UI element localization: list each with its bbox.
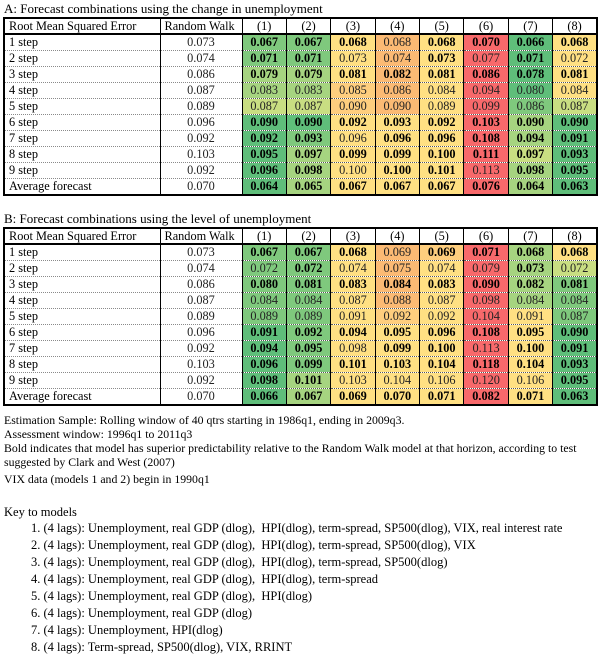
rmse-cell: 0.103 <box>375 357 419 373</box>
rmse-cell: 0.092 <box>242 131 286 147</box>
model-column-header: (8) <box>553 228 597 244</box>
rmse-cell: 0.100 <box>508 341 552 357</box>
key-item-6: 6. (4 lags): Unemployment, real GDP (dlog) <box>31 606 253 620</box>
rmse-cell: 0.090 <box>375 99 419 115</box>
rmse-cell: 0.071 <box>242 51 286 67</box>
key-item-5: 5. (4 lags): Unemployment, real GDP (dlog), HPI(dlog) <box>31 589 313 603</box>
rmse-cell: 0.094 <box>464 83 508 99</box>
row-label: 7 step <box>4 341 160 357</box>
rmse-cell: 0.084 <box>553 83 597 99</box>
row-label: 2 step <box>4 261 160 277</box>
row-label: 3 step <box>4 67 160 83</box>
rmse-cell: 0.064 <box>242 179 286 196</box>
rmse-cell: 0.104 <box>508 357 552 373</box>
random-walk-value: 0.074 <box>160 51 242 67</box>
random-walk-value: 0.089 <box>160 309 242 325</box>
notes <box>4 413 598 486</box>
row-label: 5 step <box>4 99 160 115</box>
rmse-cell: 0.101 <box>420 163 464 179</box>
table-row <box>4 34 597 51</box>
row-label: 2 step <box>4 51 160 67</box>
rmse-cell: 0.067 <box>286 244 330 261</box>
rmse-cell: 0.099 <box>375 341 419 357</box>
random-walk-value: 0.086 <box>160 277 242 293</box>
rmse-cell: 0.099 <box>464 99 508 115</box>
rmse-cell: 0.085 <box>331 83 375 99</box>
rmse-cell: 0.072 <box>286 261 330 277</box>
table-a <box>3 17 598 196</box>
model-column-header: (4) <box>375 18 419 34</box>
rmse-cell: 0.072 <box>553 261 597 277</box>
table-row <box>4 163 597 179</box>
rmse-cell: 0.071 <box>464 244 508 261</box>
random-walk-value: 0.092 <box>160 341 242 357</box>
random-walk-header: Random Walk <box>160 18 242 34</box>
table-row <box>4 277 597 293</box>
table-row <box>4 309 597 325</box>
rmse-cell: 0.092 <box>420 115 464 131</box>
rmse-cell: 0.094 <box>508 131 552 147</box>
rmse-cell: 0.081 <box>286 277 330 293</box>
row-label: 4 step <box>4 293 160 309</box>
rmse-cell: 0.097 <box>508 147 552 163</box>
rmse-cell: 0.067 <box>375 179 419 196</box>
random-walk-value: 0.096 <box>160 115 242 131</box>
rmse-cell: 0.066 <box>508 34 552 51</box>
table-row <box>4 51 597 67</box>
rmse-cell: 0.098 <box>242 373 286 389</box>
random-walk-value: 0.086 <box>160 67 242 83</box>
model-column-header: (1) <box>242 18 286 34</box>
random-walk-value: 0.092 <box>160 373 242 389</box>
rmse-cell: 0.092 <box>420 309 464 325</box>
rmse-cell: 0.081 <box>553 277 597 293</box>
model-column-header: (5) <box>420 18 464 34</box>
rmse-cell: 0.067 <box>286 389 330 406</box>
rmse-cell: 0.071 <box>420 389 464 406</box>
rmse-cell: 0.090 <box>286 115 330 131</box>
rmse-cell: 0.072 <box>553 51 597 67</box>
row-label: 8 step <box>4 147 160 163</box>
rmse-cell: 0.081 <box>420 67 464 83</box>
rmse-cell: 0.088 <box>375 293 419 309</box>
model-column-header: (2) <box>286 228 330 244</box>
rmse-cell: 0.099 <box>375 147 419 163</box>
rmse-cell: 0.067 <box>242 34 286 51</box>
key-item-7: 7. (4 lags): Unemployment, HPI(dlog) <box>31 623 223 637</box>
rmse-cell: 0.084 <box>553 293 597 309</box>
rmse-cell: 0.068 <box>331 244 375 261</box>
row-label: 4 step <box>4 83 160 99</box>
random-walk-header: Random Walk <box>160 228 242 244</box>
rmse-cell: 0.080 <box>508 83 552 99</box>
rmse-cell: 0.074 <box>331 261 375 277</box>
random-walk-value: 0.073 <box>160 244 242 261</box>
table-b-title: B: Forecast combinations using the level of unemployment <box>4 211 312 226</box>
rmse-cell: 0.091 <box>242 325 286 341</box>
rmse-cell: 0.071 <box>508 51 552 67</box>
table-row <box>4 325 597 341</box>
rmse-cell: 0.089 <box>420 99 464 115</box>
rmse-cell: 0.095 <box>553 373 597 389</box>
rmse-cell: 0.093 <box>553 147 597 163</box>
rmse-cell: 0.090 <box>553 325 597 341</box>
rmse-cell: 0.063 <box>553 179 597 196</box>
rmse-cell: 0.084 <box>508 293 552 309</box>
rmse-cell: 0.082 <box>375 67 419 83</box>
rmse-cell: 0.077 <box>464 51 508 67</box>
rmse-cell: 0.081 <box>553 67 597 83</box>
rmse-cell: 0.091 <box>331 309 375 325</box>
table-row <box>4 115 597 131</box>
rmse-cell: 0.083 <box>420 277 464 293</box>
rmse-cell: 0.090 <box>464 277 508 293</box>
rmse-cell: 0.097 <box>286 147 330 163</box>
rmse-cell: 0.091 <box>553 341 597 357</box>
rmse-cell: 0.100 <box>420 147 464 163</box>
rmse-cell: 0.087 <box>553 99 597 115</box>
rmse-cell: 0.067 <box>331 179 375 196</box>
rmse-cell: 0.093 <box>375 115 419 131</box>
table-row <box>4 341 597 357</box>
rmse-header: Root Mean Squared Error <box>4 18 160 34</box>
rmse-cell: 0.096 <box>242 357 286 373</box>
random-walk-value: 0.089 <box>160 99 242 115</box>
rmse-cell: 0.096 <box>420 325 464 341</box>
rmse-cell: 0.103 <box>464 115 508 131</box>
rmse-cell: 0.074 <box>420 261 464 277</box>
rmse-cell: 0.084 <box>420 83 464 99</box>
rmse-cell: 0.065 <box>286 179 330 196</box>
rmse-cell: 0.094 <box>331 325 375 341</box>
table-row <box>4 83 597 99</box>
row-label: 9 step <box>4 373 160 389</box>
rmse-cell: 0.095 <box>375 325 419 341</box>
random-walk-value: 0.087 <box>160 293 242 309</box>
rmse-cell: 0.108 <box>464 131 508 147</box>
rmse-cell: 0.068 <box>553 244 597 261</box>
key-item-4: 4. (4 lags): Unemployment, real GDP (dlog), HPI(dlog), term-spread <box>31 572 379 586</box>
rmse-cell: 0.070 <box>375 389 419 406</box>
rmse-cell: 0.087 <box>420 293 464 309</box>
rmse-cell: 0.074 <box>375 51 419 67</box>
model-column-header: (3) <box>331 18 375 34</box>
rmse-cell: 0.087 <box>553 309 597 325</box>
rmse-cell: 0.104 <box>375 373 419 389</box>
rmse-cell: 0.096 <box>331 131 375 147</box>
rmse-cell: 0.098 <box>508 163 552 179</box>
rmse-cell: 0.067 <box>286 34 330 51</box>
rmse-cell: 0.096 <box>242 163 286 179</box>
rmse-cell: 0.086 <box>375 83 419 99</box>
table-row <box>4 147 597 163</box>
rmse-cell: 0.075 <box>375 261 419 277</box>
model-column-header: (6) <box>464 18 508 34</box>
rmse-cell: 0.069 <box>420 244 464 261</box>
rmse-cell: 0.078 <box>508 67 552 83</box>
rmse-cell: 0.068 <box>331 34 375 51</box>
row-label: 9 step <box>4 163 160 179</box>
rmse-cell: 0.089 <box>286 309 330 325</box>
key-item-2: 2. (4 lags): Unemployment, real GDP (dlog), HPI(dlog), term-spread, SP500(dlog), VIX <box>31 538 476 552</box>
table-row <box>4 357 597 373</box>
rmse-cell: 0.111 <box>464 147 508 163</box>
table-row <box>4 389 597 406</box>
row-label: Average forecast <box>4 389 160 406</box>
model-column-header: (1) <box>242 228 286 244</box>
rmse-cell: 0.106 <box>508 373 552 389</box>
rmse-cell: 0.067 <box>242 244 286 261</box>
row-label: 1 step <box>4 244 160 261</box>
rmse-cell: 0.083 <box>286 83 330 99</box>
rmse-cell: 0.087 <box>286 99 330 115</box>
header-row <box>4 18 597 34</box>
rmse-cell: 0.095 <box>553 163 597 179</box>
note-vix-data: VIX data (models 1 and 2) begin in 1990q1 <box>4 472 210 486</box>
rmse-cell: 0.096 <box>420 131 464 147</box>
rmse-cell: 0.079 <box>286 67 330 83</box>
rmse-cell: 0.101 <box>286 373 330 389</box>
rmse-cell: 0.084 <box>375 277 419 293</box>
rmse-cell: 0.095 <box>242 147 286 163</box>
model-column-header: (8) <box>553 18 597 34</box>
rmse-cell: 0.092 <box>286 325 330 341</box>
rmse-cell: 0.082 <box>508 277 552 293</box>
random-walk-value: 0.103 <box>160 147 242 163</box>
rmse-cell: 0.086 <box>464 67 508 83</box>
rmse-cell: 0.072 <box>242 261 286 277</box>
rmse-cell: 0.090 <box>553 115 597 131</box>
model-column-header: (7) <box>508 228 552 244</box>
model-column-header: (5) <box>420 228 464 244</box>
random-walk-value: 0.092 <box>160 131 242 147</box>
rmse-cell: 0.084 <box>286 293 330 309</box>
row-label: 1 step <box>4 34 160 51</box>
rmse-cell: 0.090 <box>508 115 552 131</box>
random-walk-value: 0.096 <box>160 325 242 341</box>
rmse-cell: 0.064 <box>508 179 552 196</box>
model-column-header: (2) <box>286 18 330 34</box>
rmse-cell: 0.118 <box>464 357 508 373</box>
row-label: 7 step <box>4 131 160 147</box>
rmse-cell: 0.083 <box>242 83 286 99</box>
rmse-cell: 0.095 <box>508 325 552 341</box>
rmse-cell: 0.093 <box>553 357 597 373</box>
rmse-cell: 0.091 <box>553 131 597 147</box>
rmse-cell: 0.084 <box>242 293 286 309</box>
model-column-header: (6) <box>464 228 508 244</box>
table-b <box>3 227 598 406</box>
rmse-cell: 0.068 <box>375 34 419 51</box>
rmse-cell: 0.098 <box>331 341 375 357</box>
table-row <box>4 67 597 83</box>
rmse-cell: 0.071 <box>286 51 330 67</box>
rmse-cell: 0.066 <box>242 389 286 406</box>
random-walk-value: 0.103 <box>160 357 242 373</box>
rmse-cell: 0.090 <box>331 99 375 115</box>
rmse-cell: 0.092 <box>331 115 375 131</box>
table-row <box>4 261 597 277</box>
rmse-cell: 0.087 <box>331 293 375 309</box>
random-walk-value: 0.073 <box>160 34 242 51</box>
rmse-cell: 0.093 <box>286 131 330 147</box>
note-bold-meaning: Bold indicates that model has superior predictability relative to the Random Walk model at that horizon, according to test suggested by Clark and West (2007) <box>4 441 577 469</box>
key-item-1: 1. (4 lags): Unemployment, real GDP (dlog), HPI(dlog), term-spread, SP500(dlog), VIX, real interest rate <box>31 521 563 535</box>
rmse-cell: 0.079 <box>464 261 508 277</box>
rmse-cell: 0.069 <box>375 244 419 261</box>
rmse-cell: 0.091 <box>508 309 552 325</box>
rmse-cell: 0.089 <box>242 309 286 325</box>
note-estimation-sample: Estimation Sample: Rolling window of 40 qtrs starting in 1986q1, ending in 2009q3. <box>4 413 405 427</box>
rmse-cell: 0.079 <box>242 67 286 83</box>
row-label: Average forecast <box>4 179 160 196</box>
row-label: 3 step <box>4 277 160 293</box>
rmse-cell: 0.106 <box>420 373 464 389</box>
rmse-cell: 0.087 <box>242 99 286 115</box>
table-row <box>4 179 597 196</box>
rmse-cell: 0.073 <box>508 261 552 277</box>
header-row <box>4 228 597 244</box>
rmse-cell: 0.063 <box>553 389 597 406</box>
random-walk-value: 0.092 <box>160 163 242 179</box>
rmse-cell: 0.104 <box>464 309 508 325</box>
rmse-cell: 0.099 <box>286 357 330 373</box>
rmse-cell: 0.104 <box>420 357 464 373</box>
rmse-cell: 0.100 <box>331 163 375 179</box>
rmse-cell: 0.098 <box>286 163 330 179</box>
rmse-cell: 0.100 <box>375 163 419 179</box>
panel-a <box>3 2 598 196</box>
rmse-cell: 0.095 <box>286 341 330 357</box>
rmse-cell: 0.113 <box>464 163 508 179</box>
rmse-cell: 0.067 <box>420 179 464 196</box>
rmse-cell: 0.090 <box>242 115 286 131</box>
table-row <box>4 293 597 309</box>
rmse-cell: 0.069 <box>331 389 375 406</box>
model-column-header: (4) <box>375 228 419 244</box>
table-row <box>4 244 597 261</box>
note-assessment-window: Assessment window: 1996q1 to 2011q3 <box>4 427 193 441</box>
rmse-cell: 0.108 <box>464 325 508 341</box>
row-label: 8 step <box>4 357 160 373</box>
rmse-cell: 0.070 <box>464 34 508 51</box>
rmse-cell: 0.073 <box>420 51 464 67</box>
rmse-cell: 0.096 <box>375 131 419 147</box>
rmse-cell: 0.081 <box>331 67 375 83</box>
rmse-cell: 0.076 <box>464 179 508 196</box>
model-column-header: (7) <box>508 18 552 34</box>
random-walk-value: 0.070 <box>160 389 242 406</box>
row-label: 5 step <box>4 309 160 325</box>
rmse-cell: 0.068 <box>508 244 552 261</box>
table-a-title: A: Forecast combinations using the change in unemployment <box>4 1 323 16</box>
random-walk-value: 0.087 <box>160 83 242 99</box>
rmse-cell: 0.082 <box>464 389 508 406</box>
panel-b <box>3 212 598 406</box>
key-item-3: 3. (4 lags): Unemployment, real GDP (dlog), HPI(dlog), term-spread, SP500(dlog) <box>31 555 448 569</box>
rmse-header: Root Mean Squared Error <box>4 228 160 244</box>
rmse-cell: 0.103 <box>331 373 375 389</box>
row-label: 6 step <box>4 325 160 341</box>
model-column-header: (3) <box>331 228 375 244</box>
rmse-cell: 0.094 <box>242 341 286 357</box>
rmse-cell: 0.083 <box>331 277 375 293</box>
rmse-cell: 0.073 <box>331 51 375 67</box>
rmse-cell: 0.098 <box>464 293 508 309</box>
rmse-cell: 0.071 <box>508 389 552 406</box>
key-to-models <box>4 504 598 656</box>
random-walk-value: 0.074 <box>160 261 242 277</box>
key-item-8: 8. (4 lags): Term-spread, SP500(dlog), VIX, RRINT <box>31 640 293 654</box>
key-title: Key to models <box>4 505 77 519</box>
rmse-cell: 0.101 <box>331 357 375 373</box>
rmse-cell: 0.068 <box>420 34 464 51</box>
rmse-cell: 0.120 <box>464 373 508 389</box>
rmse-cell: 0.086 <box>508 99 552 115</box>
rmse-cell: 0.113 <box>464 341 508 357</box>
table-row <box>4 99 597 115</box>
random-walk-value: 0.070 <box>160 179 242 196</box>
rmse-cell: 0.080 <box>242 277 286 293</box>
table-row <box>4 131 597 147</box>
rmse-cell: 0.092 <box>375 309 419 325</box>
rmse-cell: 0.068 <box>553 34 597 51</box>
row-label: 6 step <box>4 115 160 131</box>
table-row <box>4 373 597 389</box>
rmse-cell: 0.100 <box>420 341 464 357</box>
rmse-cell: 0.099 <box>331 147 375 163</box>
